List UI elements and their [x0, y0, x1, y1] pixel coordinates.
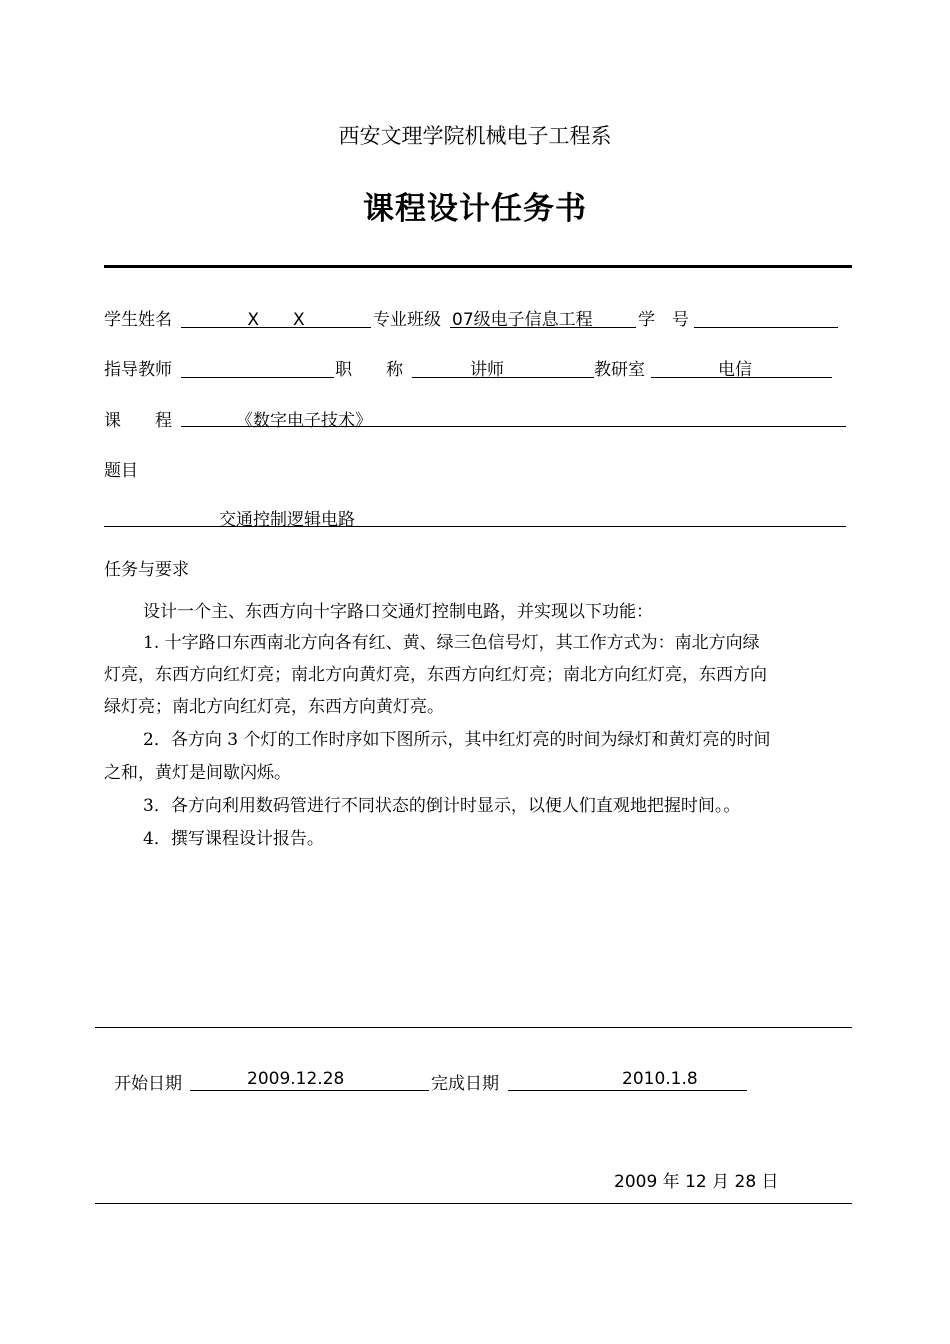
bottom-divider — [95, 1203, 852, 1204]
start-date-value: 2009.12.28 — [247, 1069, 345, 1089]
advisor-label: 指导教师 — [104, 360, 172, 380]
department-title: 西安文理学院机械电子工程系 — [338, 124, 612, 148]
end-date-value: 2010.1.8 — [622, 1069, 698, 1089]
student-name-label: 学生姓名 — [104, 310, 172, 330]
student-id-label: 学 号 — [638, 310, 689, 330]
major-class-label: 专业班级 — [373, 310, 441, 330]
student-name-value: X X — [247, 310, 305, 330]
page-title: 课程设计任务书 — [363, 191, 587, 227]
task-item-2-line-1: 2．各方向 3 个灯的工作时序如下图所示，其中红灯亮的时间为绿灯和黄灯亮的时间 — [143, 730, 771, 750]
task-item-1-line-3: 绿灯亮；南北方向红灯亮，东西方向黄灯亮。 — [104, 697, 444, 717]
advisor-underline — [181, 376, 334, 378]
rank-value: 讲师 — [470, 360, 504, 380]
header-divider — [104, 265, 852, 268]
course-label: 课 程 — [104, 411, 172, 431]
sign-date: 2009 年 12 月 28 日 — [614, 1172, 779, 1192]
major-class-value: 07级电子信息工程 — [452, 310, 593, 330]
end-date-underline — [508, 1089, 747, 1091]
tasks-heading: 任务与要求 — [104, 560, 189, 580]
task-item-2-line-2: 之和，黄灯是间歇闪烁。 — [104, 763, 291, 783]
section-label: 教研室 — [594, 360, 645, 380]
student-id-underline — [694, 326, 838, 328]
topic-label: 题目 — [104, 461, 138, 481]
task-item-1-line-2: 灯亮，东西方向红灯亮；南北方向黄灯亮，东西方向红灯亮；南北方向红灯亮，东西方向 — [104, 665, 767, 685]
rank-label: 职 称 — [335, 360, 403, 380]
task-item-4: 4．撰写课程设计报告。 — [143, 829, 324, 849]
end-date-label: 完成日期 — [431, 1074, 499, 1094]
course-value: 《数字电子技术》 — [236, 411, 372, 431]
topic-value: 交通控制逻辑电路 — [219, 510, 355, 530]
section-value: 电信 — [718, 360, 752, 380]
tasks-intro: 设计一个主、东西方向十字路口交通灯控制电路，并实现以下功能： — [143, 602, 653, 622]
start-date-underline — [190, 1089, 429, 1091]
topic-underline — [104, 525, 846, 527]
task-item-3: 3．各方向利用数码管进行不同状态的倒计时显示，以便人们直观地把握时间。。 — [143, 796, 741, 816]
start-date-label: 开始日期 — [114, 1074, 182, 1094]
dates-top-divider — [95, 1027, 852, 1028]
task-item-1-line-1: 1. 十字路口东西南北方向各有红、黄、绿三色信号灯，其工作方式为：南北方向绿 — [143, 633, 760, 653]
